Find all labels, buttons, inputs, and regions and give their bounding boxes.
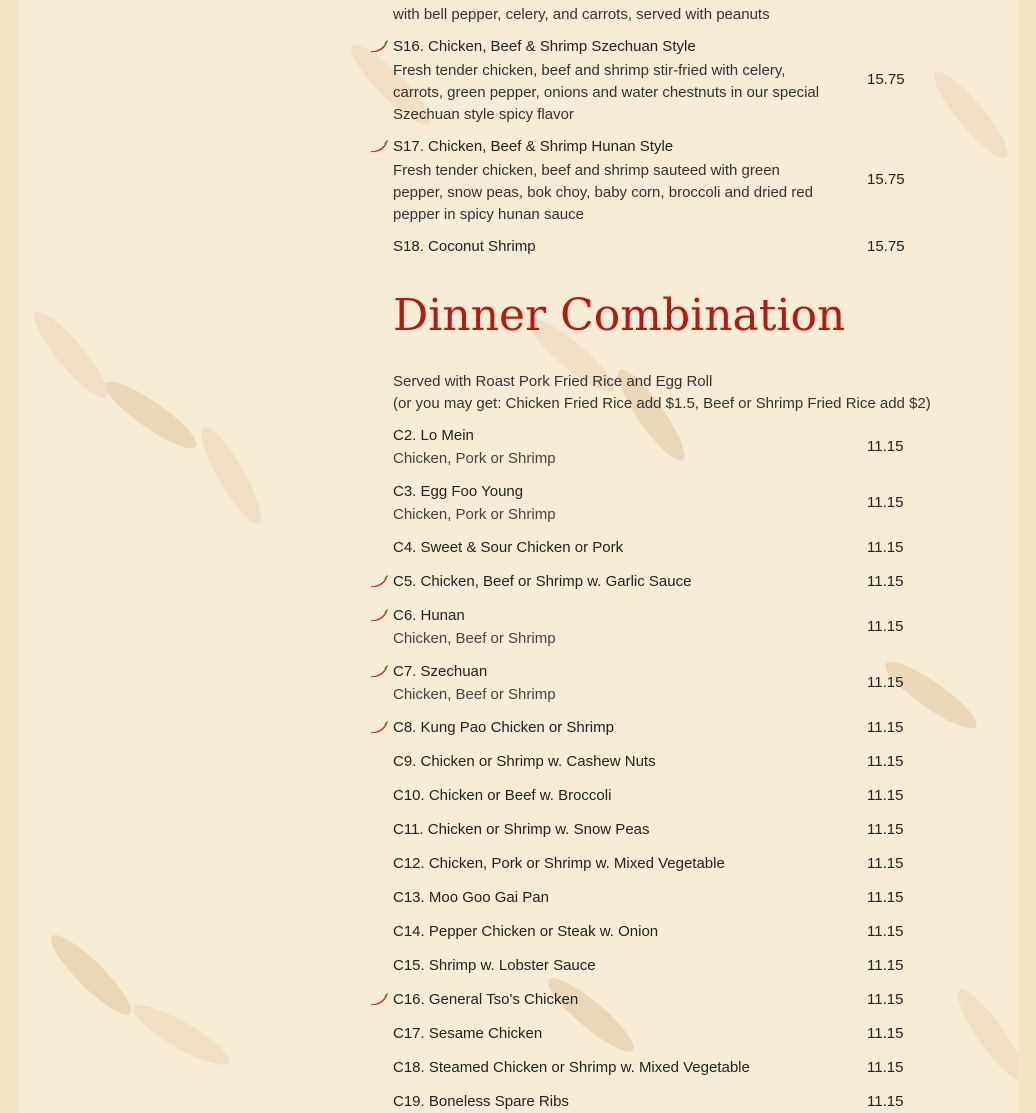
leaf-decoration [192,421,270,529]
combo-item-name: C2. Lo Mein [393,427,474,444]
combo-item-price: 11.15 [867,438,904,455]
combo-item-price: 11.15 [867,719,904,736]
section-title: Dinner Combination [393,290,846,341]
combo-item-price: 11.15 [867,787,904,804]
leaf-decoration [926,65,1017,166]
spicy-pepper-icon [369,993,389,1007]
combo-item-price: 11.15 [867,821,904,838]
combo-item-price: 11.15 [867,674,904,691]
combo-item-price: 11.15 [867,1093,904,1110]
leaf-decoration [43,927,139,1023]
leaf-decoration [127,996,235,1074]
combo-item-price: 11.15 [867,539,904,556]
leaf-decoration [541,970,642,1061]
combo-item-name: C10. Chicken or Beef w. Broccoli [393,787,612,804]
menu-item-price: 15.75 [867,238,905,255]
menu-item-price: 15.75 [867,71,905,88]
combo-item-options: Chicken, Beef or Shrimp [393,630,556,647]
combo-item-options: Chicken, Pork or Shrimp [393,450,556,467]
previous-item-description: with bell pepper, celery, and carrots, served with peanuts [393,6,770,23]
section-note-line1: Served with Roast Pork Fried Rice and Egg Roll [393,373,713,390]
combo-item-name: C18. Steamed Chicken or Shrimp w. Mixed Vegetable [393,1059,750,1076]
combo-item-name: C5. Chicken, Beef or Shrimp w. Garlic Sauce [393,573,692,590]
combo-item-price: 11.15 [867,1059,904,1076]
leaf-decoration [949,982,1018,1087]
combo-item-price: 11.15 [867,855,904,872]
combo-item-price: 11.15 [867,923,904,940]
menu-item-name: S17. Chicken, Beef & Shrimp Hunan Style [393,138,674,155]
spicy-pepper-icon [369,40,389,54]
combo-item-name: C4. Sweet & Sour Chicken or Pork [393,539,624,556]
combo-item-price: 11.15 [867,957,904,974]
spicy-pepper-icon [369,665,389,679]
combo-item-price: 11.15 [867,991,904,1008]
combo-item-name: C16. General Tso's Chicken [393,991,579,1008]
combo-item-options: Chicken, Beef or Shrimp [393,686,556,703]
spicy-pepper-icon [369,721,389,735]
leaf-decoration [98,373,203,457]
menu-item-description: Fresh tender chicken, beef and shrimp sauteed with green pepper, snow peas, bok choy, baby corn, broccoli and dried red pepper in spicy hunan sauce [393,162,813,223]
combo-item-name: C9. Chicken or Shrimp w. Cashew Nuts [393,753,656,770]
combo-item-price: 11.15 [867,889,904,906]
spicy-pepper-icon [369,575,389,589]
combo-item-name: C7. Szechuan [393,663,488,680]
menu-item-price: 15.75 [867,171,905,188]
combo-item-name: C3. Egg Foo Young [393,483,524,500]
spicy-pepper-icon [369,609,389,623]
spicy-pepper-icon [369,140,389,154]
combo-item-name: C12. Chicken, Pork or Shrimp w. Mixed Vegetable [393,855,725,872]
combo-item-name: C14. Pepper Chicken or Steak w. Onion [393,923,659,940]
menu-item-description: Fresh tender chicken, beef and shrimp stir-fried with celery, carrots, green pepper, onions and water chestnuts in our special Szechuan style spicy flavor [393,62,820,123]
combo-item-price: 11.15 [867,753,904,770]
combo-item-name: C11. Chicken or Shrimp w. Snow Peas [393,821,650,838]
combo-item-price: 11.15 [867,494,904,511]
menu-item-name: S18. Coconut Shrimp [393,238,536,255]
combo-item-name: C19. Boneless Spare Ribs [393,1093,569,1110]
combo-item-price: 11.15 [867,618,904,635]
menu-item-name: S16. Chicken, Beef & Shrimp Szechuan Style [393,38,696,55]
combo-item-name: C13. Moo Goo Gai Pan [393,889,549,906]
combo-item-name: C17. Sesame Chicken [393,1025,543,1042]
combo-item-name: C8. Kung Pao Chicken or Shrimp [393,719,614,736]
leaf-decoration [26,305,117,406]
menu-page [18,0,1018,1113]
section-note-line2: (or you may get: Chicken Fried Rice add $1.5, Beef or Shrimp Fried Rice add $2) [393,395,931,412]
combo-item-name: C15. Shrimp w. Lobster Sauce [393,957,596,974]
combo-item-price: 11.15 [867,1025,904,1042]
combo-item-options: Chicken, Pork or Shrimp [393,506,556,523]
combo-item-name: C6. Hunan [393,607,465,624]
combo-item-price: 11.15 [867,573,904,590]
